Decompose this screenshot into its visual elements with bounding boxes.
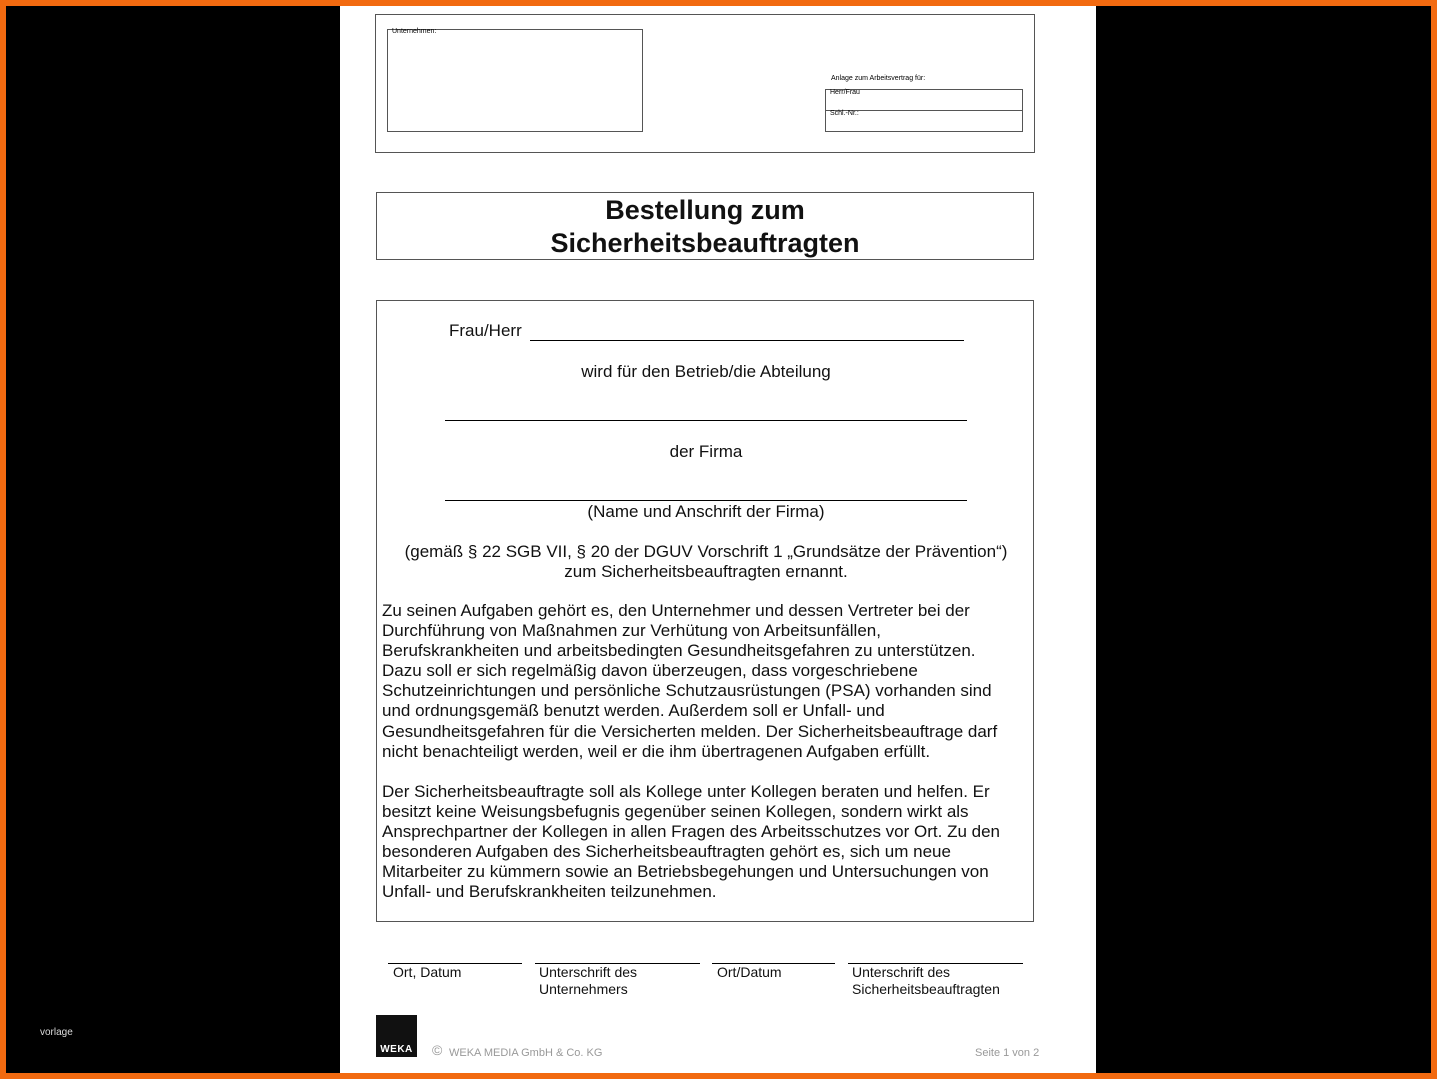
copyright-text: WEKA MEDIA GmbH & Co. KG xyxy=(449,1047,603,1059)
document-page xyxy=(340,6,1096,1074)
paragraph-line: Dazu soll er sich regelmäßig davon überzeugen, dass vorgeschriebene xyxy=(382,661,918,681)
number-label: Schl.-Nr.: xyxy=(830,110,859,117)
company-label: Unternehmen: xyxy=(392,28,437,35)
paragraph-line: Durchführung von Maßnahmen zur Verhütung von Arbeitsunfällen, xyxy=(382,621,881,641)
person-field[interactable] xyxy=(825,89,1023,111)
header-box xyxy=(375,14,1035,153)
employer-signature-label xyxy=(539,964,637,998)
page-number: Seite 1 von 2 xyxy=(975,1047,1040,1059)
salutation-label: Frau/Herr xyxy=(449,321,522,340)
paragraph-line: Berufskrankheiten und arbeitsbedingten Gesundheitsgefahren zu unterstützen. xyxy=(382,641,976,661)
paragraph-line: besonderen Aufgaben des Sicherheitsbeauftragten gehört es, sich um neue xyxy=(382,842,951,862)
employer-sig-line-2: Unternehmers xyxy=(539,981,628,997)
paragraph-line: Zu seinen Aufgaben gehört es, den Unternehmer und dessen Vertreter bei der xyxy=(382,601,970,620)
paragraph-line: nicht benachteiligt werden, weil er die ihm übertragenen Aufgaben erfüllt. xyxy=(382,741,931,761)
department-line[interactable] xyxy=(445,405,967,421)
main-content-box xyxy=(376,300,1034,922)
paragraph-line: Unfall- und Berufskrankheiten teilzunehmen. xyxy=(382,882,717,902)
officer-sig-line-1: Unterschrift des xyxy=(852,964,951,980)
paragraph-line: Ansprechpartner der Kollegen in allen Fragen des Arbeitsschutzes vor Ort. Zu den xyxy=(382,822,1001,842)
title-line-2: Sicherheitsbeauftragten xyxy=(550,228,860,258)
name-line[interactable] xyxy=(530,325,964,341)
duties-paragraph xyxy=(382,601,1032,762)
company-text: der Firma xyxy=(669,442,743,461)
employer-sig-line-1: Unterschrift des xyxy=(539,964,638,980)
paragraph-line: besitzt keine Weisungsbefugnis gegenüber seinen Kollegen, sondern wirkt als xyxy=(382,802,969,822)
place-date-label-2: Ort/Datum xyxy=(717,964,782,980)
paragraph-line: Schutzeinrichtungen und persönliche Schutzausrüstungen (PSA) vorhanden sind xyxy=(382,681,992,701)
weka-logo: WEKA xyxy=(376,1015,417,1057)
legal-reference: (gemäß § 22 SGB VII, § 20 der DGUV Vorschrift 1 „Grundsätze der Prävention“) xyxy=(404,542,1008,561)
place-date-label-1: Ort, Datum xyxy=(393,964,462,980)
paragraph-line: und ordnungsgemäß benutzt werden. Außerdem soll er Unfall- und xyxy=(382,701,885,721)
person-label: Herr/Frau xyxy=(830,89,860,96)
document-title xyxy=(376,192,1034,260)
officer-signature-label xyxy=(852,964,1000,998)
officer-sig-line-2: Sicherheitsbeauftragten xyxy=(852,981,1000,997)
company-line[interactable] xyxy=(445,485,967,501)
assigned-text: wird für den Betrieb/die Abteilung xyxy=(581,362,831,381)
watermark-label: vorlage xyxy=(40,1027,73,1038)
company-field[interactable] xyxy=(387,29,643,132)
paragraph-line: Mitarbeiter zu kümmern sowie an Betriebsbegehungen und Untersuchungen von xyxy=(382,862,989,882)
paragraph-line: Der Sicherheitsbeauftragte soll als Kollege unter Kollegen beraten und helfen. Er xyxy=(382,782,990,801)
name-address-hint: (Name und Anschrift der Firma) xyxy=(587,502,825,521)
copyright-icon: © xyxy=(432,1042,443,1058)
attachment-label: Anlage zum Arbeitsvertrag für: xyxy=(831,75,926,82)
appointment-text: zum Sicherheitsbeauftragten ernannt. xyxy=(564,562,848,581)
number-field[interactable] xyxy=(825,110,1023,132)
paragraph-line: Gesundheitsgefahren für die Versicherten melden. Der Sicherheitsbeauftrage darf xyxy=(382,721,998,741)
role-paragraph xyxy=(382,782,1032,903)
title-line-1: Bestellung zum xyxy=(605,195,805,225)
